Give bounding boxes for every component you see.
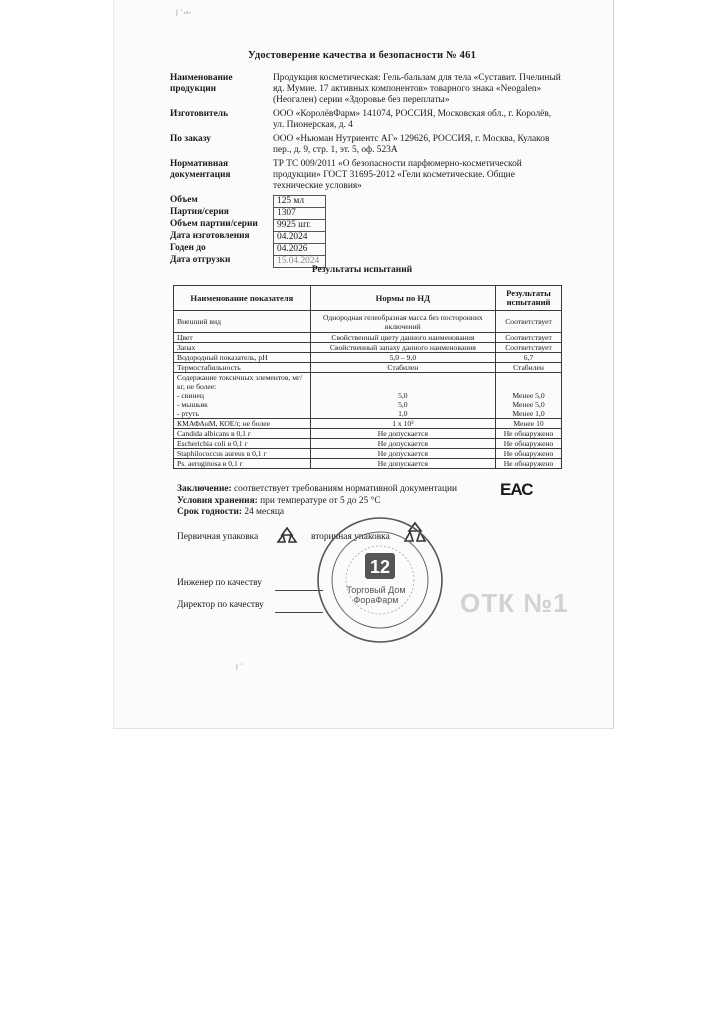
product-name-row (170, 73, 562, 106)
table-row (174, 459, 562, 469)
customer-value: ООО «Ньюман Нутриентс АГ» 129626, РОССИЯ, г. Москва, Кулаков пер., д. 9, стр. 1, эт. 5, оф. 523А (273, 134, 550, 155)
product-name-value: Продукция косметическая: Гель-бальзам для тела «Суставит. Пчелиный яд. Мумие. 17 активных компонентов» товарного знака «Neogalen» (Неогален) серии «Здоровье без переплаты» (273, 73, 561, 105)
toxic-result: Менее 1,0 (512, 409, 545, 418)
norm-value (310, 373, 495, 419)
seal-text: Торговый Дом ФораФарм (346, 585, 406, 605)
batch-volume-value: 9925 шт. (273, 219, 326, 231)
norm-value: 5,0 – 9,0 (310, 353, 495, 363)
volume-label: Объем (170, 195, 198, 205)
toxic-heading: Содержание токсичных элементов, мг/кг, не более: (177, 373, 303, 391)
director-label: Директор по качеству (177, 600, 264, 610)
indicator-name: Candida albicans в 0,1 г (174, 429, 311, 439)
norm-value: Стабилен (310, 363, 495, 373)
normative-docs-value: ТР ТС 009/2011 «О безопасности парфюмерно-косметической продукции» ГОСТ 31695-2012 «Гели косметические. Общие технические условия» (273, 159, 522, 191)
result-value: Соответствует (496, 311, 562, 333)
table-row-toxic (174, 373, 562, 419)
customer-row (170, 134, 562, 156)
table-row (174, 333, 562, 343)
column-header: Результаты испытаний (496, 286, 562, 311)
norm-value: Свойственный запаху данного наименования (310, 343, 495, 353)
scan-edge (113, 0, 114, 728)
storage-text: при температуре от 5 до 25 °С (260, 495, 381, 506)
column-header: Нормы по НД (310, 286, 495, 311)
table-row (174, 449, 562, 459)
conclusion-line (177, 484, 457, 496)
production-date-row (170, 231, 562, 243)
manufacturer-value: ООО «КоролёвФарм» 141074, РОССИЯ, Московская обл., г. Королёв, ул. Пионерская, д. 4 (273, 109, 552, 130)
result-value: Соответствует (496, 343, 562, 353)
toxic-result: Менее 5,0 (512, 391, 545, 400)
norm-value: 1 х 10³ (310, 419, 495, 429)
norm-value: Не допускается (310, 439, 495, 449)
table-row (174, 429, 562, 439)
indicator-name: Запах (174, 343, 311, 353)
engineer-label: Инженер по качеству (177, 578, 262, 588)
toxic-norm: 1,0 (398, 409, 408, 418)
conclusion-text: соответствует требованиям нормативной документации (233, 484, 457, 494)
table-row (174, 363, 562, 373)
conclusion-block (177, 484, 457, 519)
toxic-item: - свинец (177, 391, 204, 400)
volume-value: 125 мл (273, 195, 326, 207)
manufacturer-row (170, 109, 562, 131)
table-row (174, 343, 562, 353)
results-title: Результаты испытаний (311, 265, 413, 275)
customer-label: По заказу (170, 134, 211, 144)
norm-value: Не допускается (310, 449, 495, 459)
result-value: Не обнаружено (496, 449, 562, 459)
batch-volume-row (170, 219, 562, 231)
indicator-name: Escherichia coli в 0,1 г (174, 439, 311, 449)
secondary-packaging-label: вторичная упаковка (311, 532, 390, 542)
indicator-name: Водородный показатель, pH (174, 353, 311, 363)
column-header: Наименование показателя (174, 286, 311, 311)
table-row (174, 439, 562, 449)
normative-docs-row (170, 159, 562, 192)
production-date-value: 04.2024 (273, 231, 326, 243)
manufacturer-label: Изготовитель (170, 109, 229, 119)
company-seal (315, 515, 445, 645)
indicator-name: Ps. aeruginosa в 0,1 г (174, 459, 311, 469)
otk-stamp-ghost: ОТК №1 (460, 588, 569, 618)
norm-value: Однородная гелеобразная масса без посторонних включений (310, 311, 495, 333)
shipment-date-label: Дата отгрузки (170, 255, 231, 265)
toxic-result: Менее 5,0 (512, 400, 545, 409)
toxic-item: - ртуть (177, 409, 199, 418)
product-info-block (170, 73, 562, 268)
result-value: Менее 10 (496, 419, 562, 429)
shipment-date-value: 15.04.2024 (273, 255, 326, 268)
results-table (173, 285, 562, 469)
eac-mark: ЕАС (500, 480, 533, 499)
recycle-icon (272, 526, 302, 556)
storage-line (177, 496, 457, 508)
result-value (496, 373, 562, 419)
result-value: 6,7 (496, 353, 562, 363)
indicator-name: Термостабильность (174, 363, 311, 373)
batch-volume-label: Объем партии/серии (170, 219, 258, 229)
indicator-name: Внешний вид (174, 311, 311, 333)
result-value: Соответствует (496, 333, 562, 343)
scan-speck: ǀ ˙·ᵃ· (176, 8, 192, 18)
toxic-norm: 5,0 (398, 400, 408, 409)
shelf-life-label: Срок годности: (177, 507, 242, 517)
norm-value: Не допускается (310, 459, 495, 469)
expiry-date-row (170, 243, 562, 255)
primary-packaging-label: Первичная упаковка (177, 532, 259, 542)
table-row (174, 419, 562, 429)
indicator-name: Цвет (174, 333, 311, 343)
conclusion-label: Заключение: (177, 484, 232, 494)
indicator-name (174, 373, 311, 419)
storage-label: Условия хранения: (177, 495, 258, 506)
table-row (174, 311, 562, 333)
volume-row (170, 195, 562, 207)
table-header-row (174, 286, 562, 311)
table-row (174, 353, 562, 363)
result-value: Не обнаружено (496, 459, 562, 469)
shelf-life-text: 24 месяца (244, 507, 285, 517)
batch-label: Партия/серия (170, 207, 229, 217)
batch-value: 1307 (273, 207, 326, 219)
norm-value: Свойственный цвету данного наименования (310, 333, 495, 343)
result-value: Не обнаружено (496, 439, 562, 449)
expiry-date-label: Годен до (170, 243, 206, 253)
batch-row (170, 207, 562, 219)
expiry-date-value: 04.2026 (273, 243, 326, 255)
scan-speck: ǀ ˙ (236, 662, 244, 672)
indicator-name: Staphilococcus aureus в 0,1 г (174, 449, 311, 459)
norm-value: Не допускается (310, 429, 495, 439)
toxic-item: - мышьяк (177, 400, 208, 409)
product-name-label: Наименование продукции (170, 73, 233, 94)
seal-number: 12 (369, 557, 391, 577)
result-value: Не обнаружено (496, 429, 562, 439)
toxic-norm: 5,0 (398, 391, 408, 400)
normative-docs-label: Нормативная документация (170, 159, 231, 180)
result-value: Стабилен (496, 363, 562, 373)
document-title: Удостоверение качества и безопасности № 461 (247, 50, 477, 61)
production-date-label: Дата изготовления (170, 231, 250, 241)
indicator-name: КМАФАнМ, КОЕ/г, не более (174, 419, 311, 429)
